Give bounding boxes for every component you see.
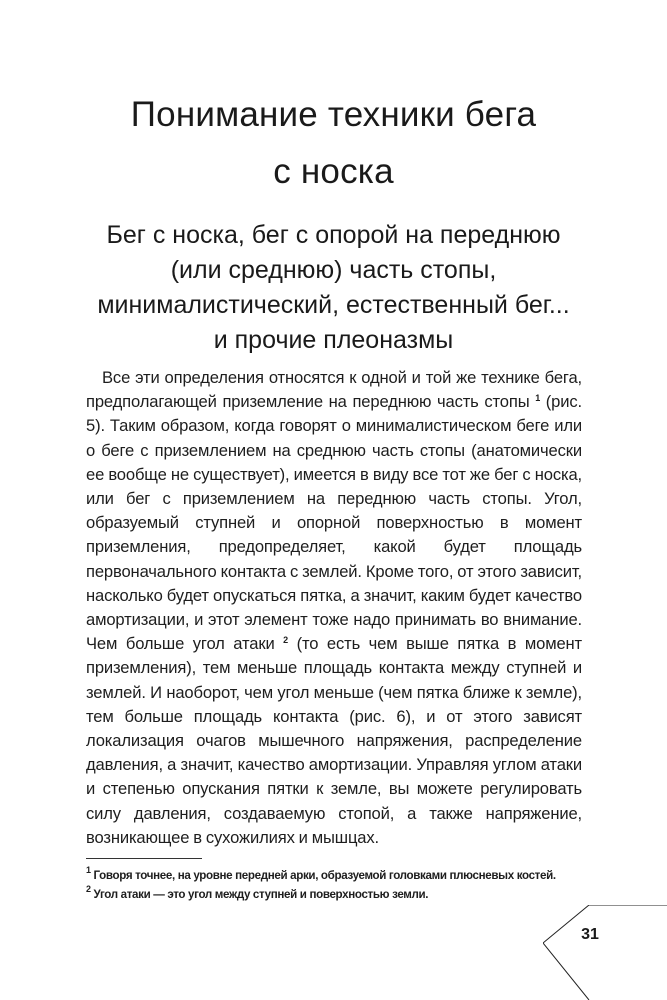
body-text-part: Все эти определения относятся к одной и той же технике бега, предполагающей приземление на переднюю часть стопы (86, 368, 582, 412)
page-number-hexagon-icon (543, 905, 667, 1000)
body-text-part: (то есть чем выше пятка в момент приземления), тем меньше площадь контакта между ступней и землей. И наоборот, чем угол меньше (чем пятка ближе к земле), тем больше площадь контакта (рис. 6), и от этого зависят локализация очагов мышечного напряжения, распределение давления, а значит, качество амортизации. Управляя углом атаки и степенью опускания пятки к земле, вы можете регулировать силу давления, создаваемую стопой, а также напряжение, возникающее в сухожилиях и мышцах. (86, 634, 583, 847)
section-title-line: минималистический, естественный бег... (97, 291, 570, 319)
body-paragraph (86, 366, 582, 850)
footnote-divider (86, 858, 202, 859)
chapter-title-line: Понимание техники бега (130, 95, 537, 134)
footnotes (86, 866, 586, 904)
footnote-text: Говоря точнее, на уровне передней арки, образуемой головками плюсневых костей. (90, 869, 556, 882)
section-title-line: и прочие плеоназмы (213, 326, 454, 354)
chapter-title (40, 86, 627, 200)
footnote-ref: 2 (283, 635, 289, 646)
footnote-mark: 2 (86, 884, 91, 894)
section-title (40, 218, 627, 358)
section-title-line: (или среднюю) часть стопы, (170, 256, 497, 284)
chapter-title-line: с носка (273, 152, 394, 191)
footnote-text: Угол атаки — это угол между ступней и поверхностью земли. (90, 888, 429, 901)
footnote-mark: 1 (86, 865, 91, 875)
page-number: 31 (581, 926, 599, 943)
footnote (86, 885, 586, 904)
footnote-ref: 1 (535, 393, 541, 404)
footnote (86, 866, 586, 885)
section-title-line: Бег с носка, бег с опорой на переднюю (106, 221, 561, 249)
body-text-part: (рис. 5). Таким образом, когда говорят о минималистическом беге или о беге с приземлением на среднюю часть стопы (анатомически ее вообще не существует), имеется в виду все тот же бег с носка, или бег с приземлением на переднюю часть стопы. Угол, образуемый ступней и опорной поверхностью в момент приземления, предопределяет, какой будет площадь первоначального контакта с землей. Кроме того, от этого зависит, насколько будет опускаться пятка, а значит, каким будет качество амортизации, и этот элемент тоже надо принимать во внимание. Чем больше угол атаки (86, 392, 582, 654)
